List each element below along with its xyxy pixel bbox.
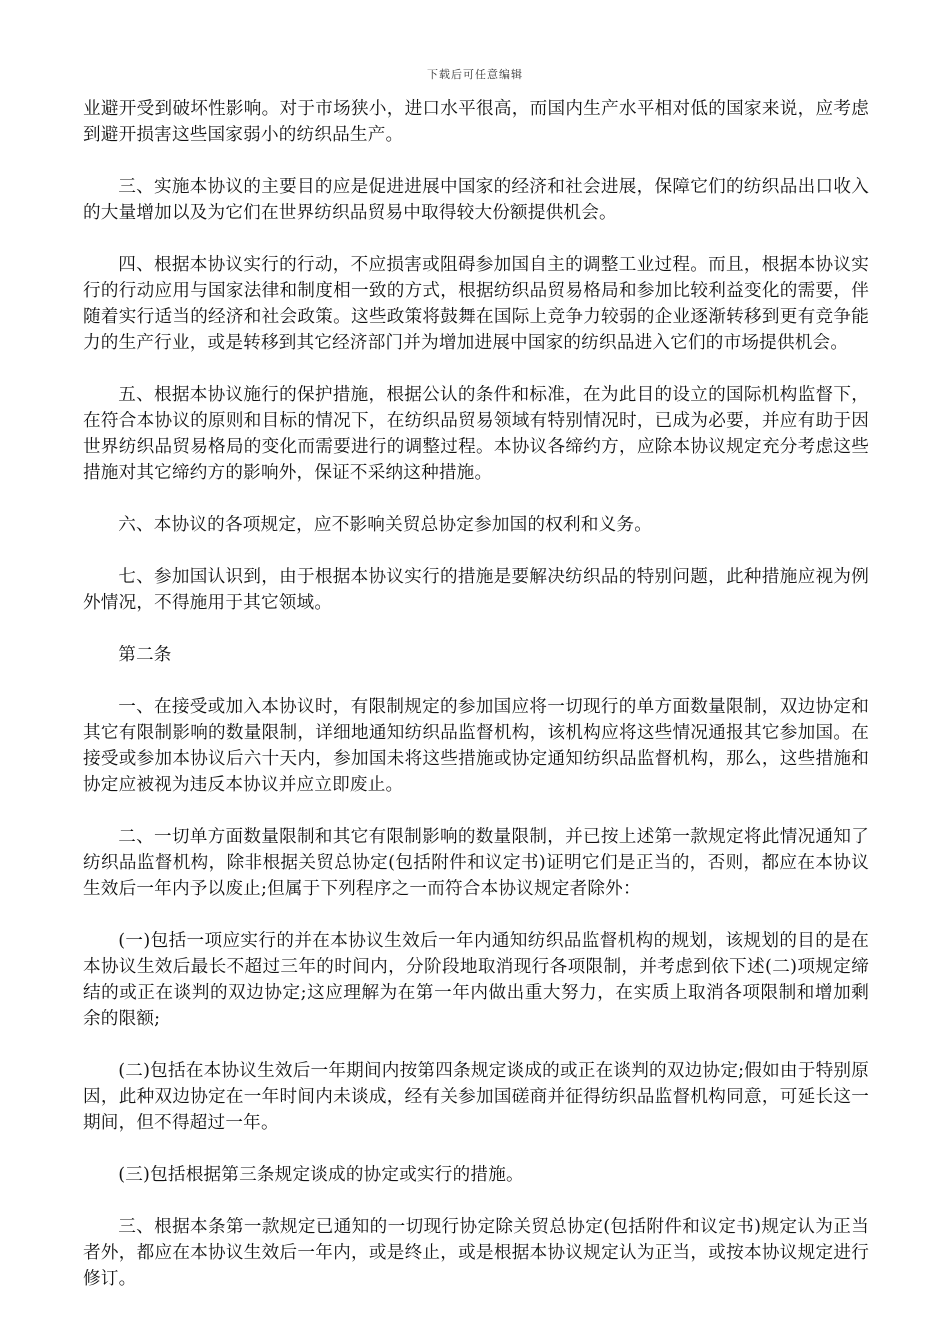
paragraph-clause-6: 六、本协议的各项规定，应不影响关贸总协定参加国的权利和义务。 <box>118 515 653 535</box>
document-body <box>83 96 869 1292</box>
paragraph-clause-4: 四、根据本协议实行的行动，不应损害或阻碍参加国自主的调整工业过程。而且，根据本协议实行的行动应用与国家法律和制度相一致的方式，根据纺织品贸易格局和参加比较利益变化的需要，伴随着实行适当的经济和社会政策。这些政策将鼓舞在国际上竞争力较弱的企业逐渐转移到更有竞争能力的生产行业，或是转移到其它经济部门并为增加进展中国家的纺织品进入它们的市场提供机会。 <box>83 255 869 353</box>
paragraph-article2-clause-2: 二、一切单方面数量限制和其它有限制影响的数量限制，并已按上述第一款规定将此情况通知了纺织品监督机构，除非根据关贸总协定(包括附件和议定书)证明它们是正当的，否则，都应在本协议生效后一年内予以废止;但属于下列程序之一而符合本协议规定者除外： <box>83 827 869 899</box>
paragraph-clause-5: 五、根据本协议施行的保护措施，根据公认的条件和标准，在为此目的设立的国际机构监督下，在符合本协议的原则和目标的情况下，在纺织品贸易领域有特别情况时，已成为必要，并应有助于因世界纺织品贸易格局的变化而需要进行的调整过程。本协议各缔约方，应除本协议规定充分考虑这些措施对其它缔约方的影响外，保证不采纳这种措施。 <box>83 385 869 483</box>
paragraph-clause-7: 七、参加国认识到，由于根据本协议实行的措施是要解决纺织品的特别问题，此种措施应视为例外情况，不得施用于其它领域。 <box>83 567 869 613</box>
paragraph-article2-clause-1: 一、在接受或加入本协议时，有限制规定的参加国应将一切现行的单方面数量限制，双边协定和其它有限制影响的数量限制，详细地通知纺织品监督机构，该机构应将这些情况通报其它参加国。在接受或参加本协议后六十天内，参加国未将这些措施或协定通知纺织品监督机构，那么，这些措施和协定应被视为违反本协议并应立即废止。 <box>83 697 869 795</box>
paragraph-item-1: (一)包括一项应实行的并在本协议生效后一年内通知纺织品监督机构的规划，该规划的目的是在本协议生效后最长不超过三年的时间内，分阶段地取消现行各项限制，并考虑到依下述(二)项规定缔结的或正在谈判的双边协定;这应理解为在第一年内做出重大努力，在实质上取消各项限制和增加剩余的限额; <box>83 931 869 1029</box>
paragraph-continuation: 业避开受到破坏性影响。对于市场狭小，进口水平很高，而国内生产水平相对低的国家来说，应考虑到避开损害这些国家弱小的纺织品生产。 <box>83 99 869 145</box>
paragraph-clause-3: 三、实施本协议的主要目的应是促进进展中国家的经济和社会进展，保障它们的纺织品出口收入的大量增加以及为它们在世界纺织品贸易中取得较大份额提供机会。 <box>83 177 869 223</box>
header-note: 下载后可任意编辑 <box>427 68 523 81</box>
article-heading: 第二条 <box>118 645 172 665</box>
paragraph-item-2: (二)包括在本协议生效后一年期间内按第四条规定谈成的或正在谈判的双边协定;假如由于特别原因，此种双边协定在一年时间内未谈成，经有关参加国磋商并征得纺织品监督机构同意，可延长这一期间，但不得超过一年。 <box>83 1061 869 1133</box>
paragraph-item-3: (三)包括根据第三条规定谈成的协定或实行的措施。 <box>118 1165 524 1185</box>
paragraph-article2-clause-3: 三、根据本条第一款规定已通知的一切现行协定除关贸总协定(包括附件和议定书)规定认为正当者外，都应在本协议生效后一年内，或是终止，或是根据本协议规定认为正当，或按本协议规定进行修订。 <box>83 1217 869 1289</box>
